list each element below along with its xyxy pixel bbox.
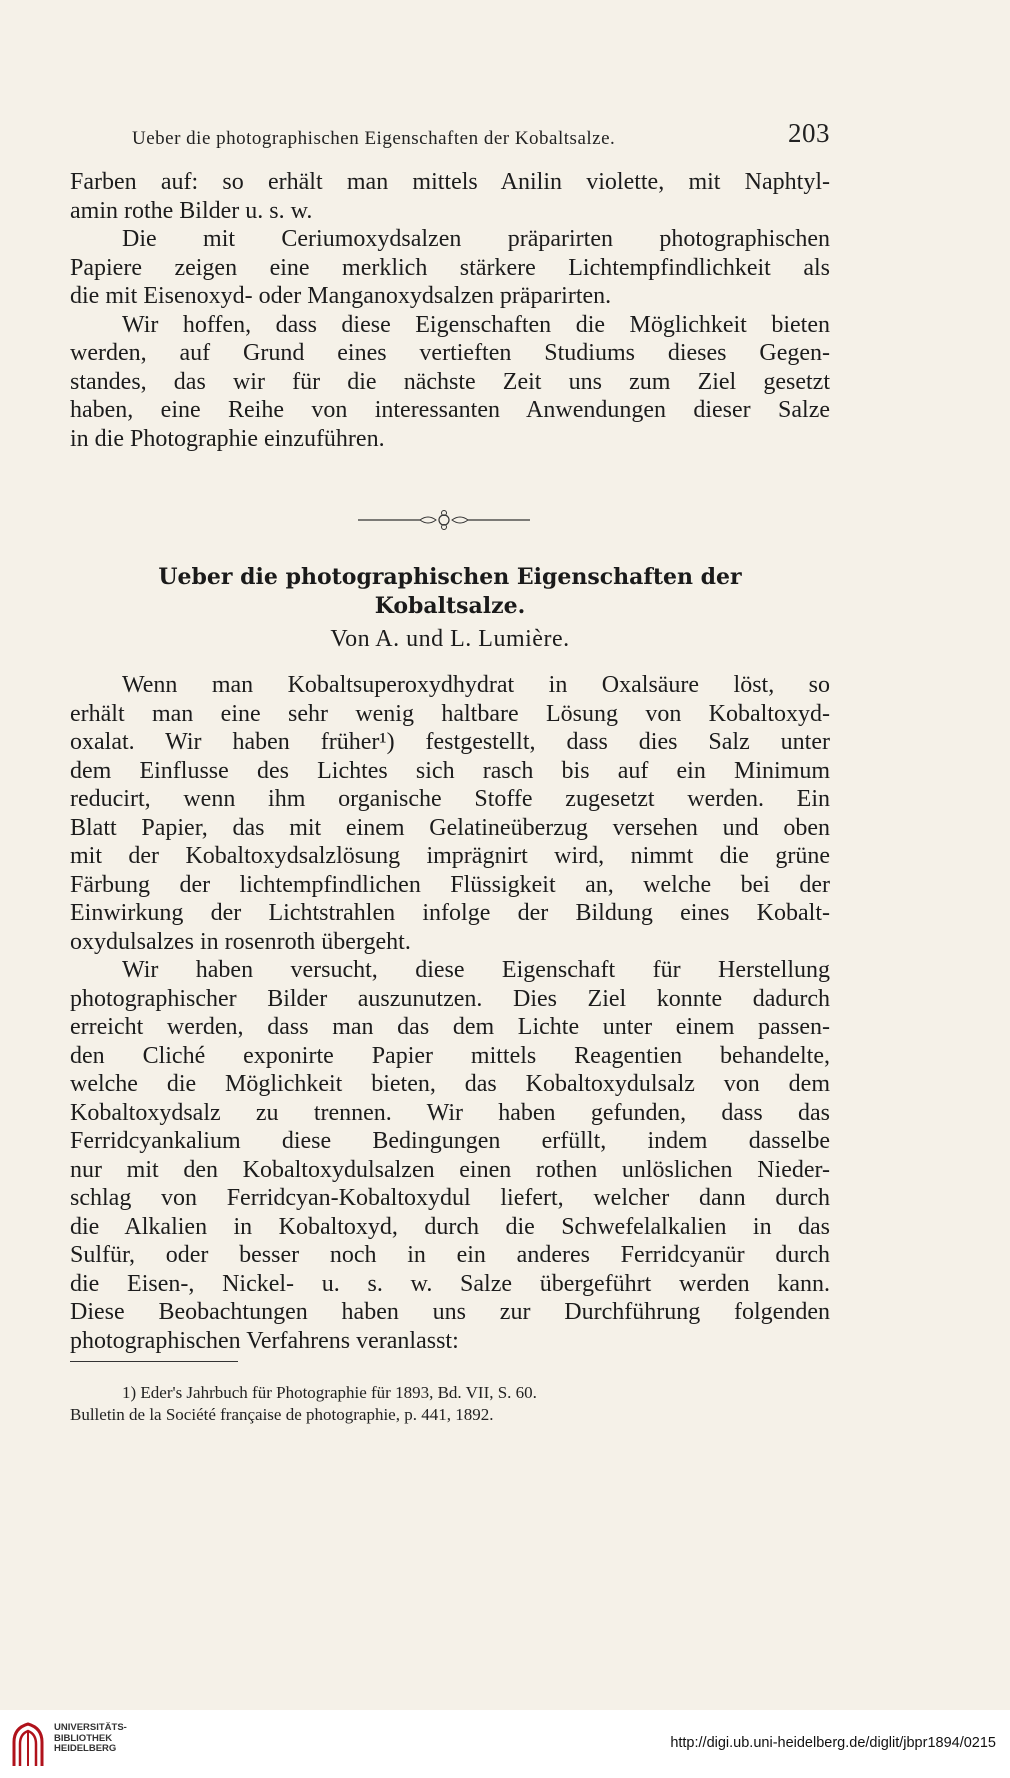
text-line: werden, auf Grund eines vertieften Studiums dieses Gegen- <box>70 340 830 366</box>
text-line: Sulfür, oder besser noch in ein anderes Ferridcyanür durch <box>70 1242 830 1268</box>
text-line: oxydulsalzes in rosenroth übergeht. <box>70 928 411 955</box>
page-number: 203 <box>788 118 830 148</box>
library-name-line: BIBLIOTHEK <box>54 1732 113 1744</box>
text-line: photographischen Verfahrens veranlasst: <box>70 1327 459 1354</box>
text-line: welche die Möglichkeit bieten, das Kobaltoxydulsalz von dem <box>70 1071 830 1097</box>
text-line: die Alkalien in Kobaltoxyd, durch die Schwefelalkalien in das <box>70 1213 830 1240</box>
text-line: haben, eine Reihe von interessanten Anwendungen dieser Salze <box>70 397 830 423</box>
footnote-line: Bulletin de la Société française de photographie, p. 441, 1892. <box>70 1405 494 1424</box>
text-line: erreicht werden, dass man das dem Lichte unter einem passen- <box>70 1014 830 1040</box>
article-body <box>70 671 830 1355</box>
article-byline: Von A. und L. Lumière. <box>330 626 570 652</box>
library-name-line: HEIDELBERG <box>54 1743 117 1754</box>
text-line: Ferridcyankalium diese Bedingungen erfüllt, indem dasselbe <box>70 1128 830 1154</box>
text-line: nur mit den Kobaltoxydulsalzen einen rothen unlöslichen Nieder- <box>70 1156 830 1183</box>
text-line: Kobaltoxydsalz zu trennen. Wir haben gefunden, dass das <box>70 1099 830 1126</box>
text-line: oxalat. Wir haben früher¹) festgestellt, dass dies Salz unter <box>70 729 830 755</box>
text-line: standes, das wir für die nächste Zeit uns zum Ziel gesetzt <box>70 368 830 395</box>
library-name-line: UNIVERSITÄTS- <box>54 1722 127 1733</box>
university-library-logo-icon[interactable] <box>10 1720 46 1770</box>
text-line: Färbung der lichtempfindlichen Flüssigkeit an, welche bei der <box>70 871 830 898</box>
text-line: erhält man eine sehr wenig haltbare Lösung von Kobaltoxyd- <box>70 700 830 727</box>
article-title-line: Kobaltsalze. <box>374 593 526 619</box>
text-line: Einwirkung der Lichtstrahlen infolge der Bildung eines Kobalt- <box>70 900 830 926</box>
text-line: Papiere zeigen eine merklich stärkere Lichtempfindlichkeit als <box>70 254 830 281</box>
text-line: den Cliché exponirte Papier mittels Reagentien behandelte, <box>70 1042 830 1069</box>
text-line: mit der Kobaltoxydsalzlösung imprägnirt wird, nimmt die grüne <box>70 843 830 869</box>
text-line: photographischer Bilder auszunutzen. Dies Ziel konnte dadurch <box>70 985 830 1012</box>
footnotes <box>70 1382 830 1426</box>
text-line: Blatt Papier, das mit einem Gelatineüberzug versehen und oben <box>70 814 830 841</box>
text-line: Wir hoffen, dass diese Eigenschaften die Möglichkeit bieten <box>122 311 830 338</box>
text-line: die mit Eisenoxyd- oder Manganoxydsalzen präparirten. <box>70 283 612 309</box>
viewer-footer <box>0 1710 1010 1778</box>
article-title-line: Ueber die photographischen Eigenschaften der <box>158 564 742 590</box>
section-divider-ornament <box>358 508 530 532</box>
article-title <box>70 563 830 621</box>
text-line: Wir haben versucht, diese Eigenschaft für Herstellung <box>122 957 830 983</box>
text-line: die Eisen-, Nickel- u. s. w. Salze übergeführt werden kann. <box>70 1270 830 1297</box>
text-line: Farben auf: so erhält man mittels Anilin violette, mit Naphtyl- <box>70 169 830 195</box>
text-line: reducirt, wenn ihm organische Stoffe zugesetzt werden. Ein <box>70 786 830 812</box>
library-name <box>54 1723 127 1755</box>
text-line: in die Photographie einzuführen. <box>70 425 385 452</box>
permalink-url[interactable]: http://digi.ub.uni-heidelberg.de/diglit/jbpr1894/0215 <box>670 1735 996 1751</box>
text-line: amin rothe Bilder u. s. w. <box>70 197 313 224</box>
footnote-rule <box>70 1361 238 1362</box>
text-line: Die mit Ceriumoxydsalzen präparirten photographischen <box>122 226 830 252</box>
text-line: dem Einflusse des Lichtes sich rasch bis auf ein Minimum <box>70 757 830 784</box>
text-line: Wenn man Kobaltsuperoxydhydrat in Oxalsäure löst, so <box>122 672 830 698</box>
text-line: schlag von Ferridcyan-Kobaltoxydul liefert, welcher dann durch <box>70 1185 830 1211</box>
footnote-line: 1) Eder's Jahrbuch für Photographie für 1893, Bd. VII, S. 60. <box>122 1383 537 1402</box>
running-head-title: Ueber die photographischen Eigenschaften der Kobaltsalze. <box>132 128 616 149</box>
continuation-text <box>70 168 830 453</box>
text-line: Diese Beobachtungen haben uns zur Durchführung folgenden <box>70 1299 830 1325</box>
